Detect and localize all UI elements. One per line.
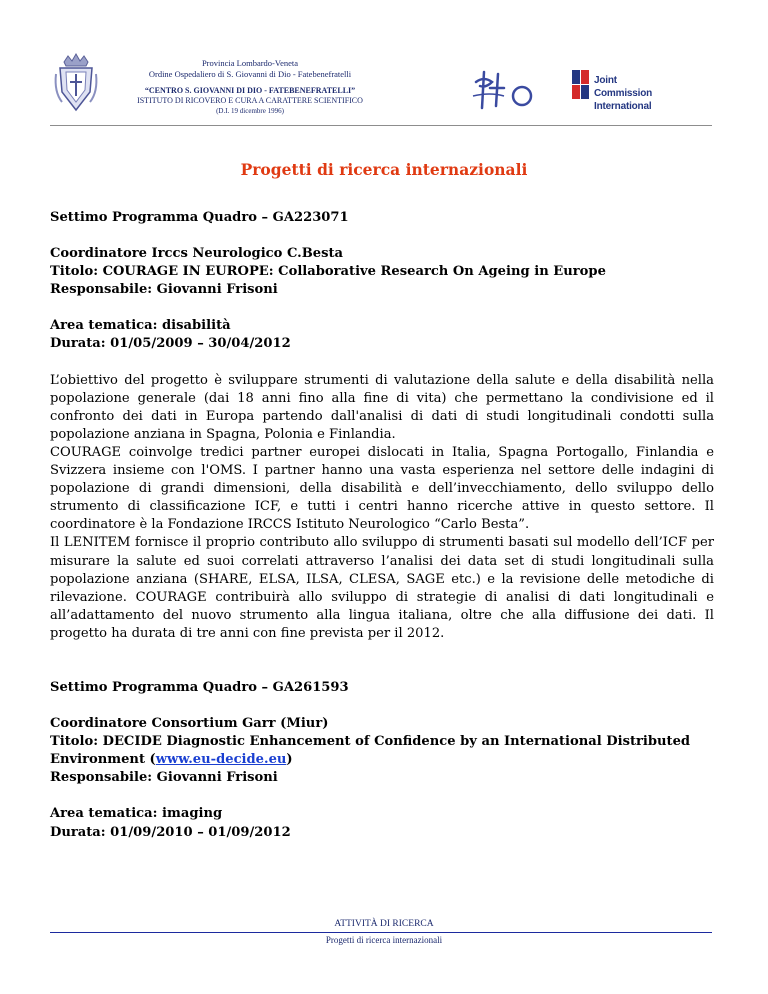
- header-line-centre: “CENTRO S. GIOVANNI DI DIO - FATEBENEFRATELLI”: [144, 86, 356, 95]
- project1-duration: Durata: 01/05/2009 – 30/04/2012: [50, 336, 291, 352]
- project1-paragraph-3: Il LENITEM fornisce il proprio contributo allo sviluppo di strumenti basati sul modello dell’ICF per misurare la salute ed suoi correlati attraverso l’analisi dei data set di studi longitudinali sulla popolazione anziana (SHARE, ELSA, ILSA, CLESA, SAGE etc.) e la revisione delle metodiche di rilevazione. COURAGE contribuirà allo sviluppo di strategie di analisi di dati longitudinali e all’adattamento del nuovo strumento alla lingua italiana, oltre che alla diffusione dei dati. Il progetto ha durata di tre anni con fine prevista per il 2012.: [50, 535, 714, 641]
- project1-paragraph-2: COURAGE coinvolge tredici partner europei dislocati in Italia, Spagna Portogallo, Finlandia e Svizzera insieme con l'OMS. I partner hanno una vasta esperienza nel settore delle indagini di popolazione di grandi dimensioni, della disabilità e dell’invecchiamento, dello sviluppo dello strumento di classificazione ICF, e tutti i centri hanno ricerche attive in questo settore. Il coordinatore è la Fondazione IRCCS Istituto Neurologico “Carlo Besta”.: [50, 444, 714, 533]
- project2-title-suffix: ): [286, 752, 293, 768]
- crest-logo-icon: [52, 52, 100, 116]
- header-divider: [50, 125, 712, 126]
- header-line-order: Ordine Ospedaliero di S. Giovanni di Dio - Fatebenefratelli: [148, 69, 352, 79]
- footer-subtitle: Progetti di ricerca internazionali: [325, 935, 443, 945]
- footer-section: ATTIVITÀ DI RICERCA: [334, 919, 434, 929]
- page-title: Progetti di ricerca internazionali: [240, 160, 528, 179]
- header-line-institute: ISTITUTO DI RICOVERO E CURA A CARATTERE SCIENTIFICO: [137, 96, 363, 105]
- project2-duration: Durata: 01/09/2010 – 01/09/2012: [50, 824, 291, 840]
- main-content: [50, 209, 714, 842]
- decide-website-link[interactable]: www.eu-decide.eu: [155, 752, 287, 768]
- jci-line-1: Joint Commission: [594, 75, 653, 99]
- project1-coordinator: Coordinatore Irccs Neurologico C.Besta: [50, 246, 343, 262]
- project1-program: Settimo Programma Quadro – GA223071: [50, 210, 349, 225]
- project1-responsible: Responsabile: Giovanni Frisoni: [50, 282, 278, 298]
- project1-title: Titolo: COURAGE IN EUROPE: Collaborative Research On Ageing in Europe: [50, 264, 606, 280]
- header-line-decree: (D.I. 19 dicembre 1996): [216, 107, 284, 115]
- jci-line-2: International: [594, 101, 652, 112]
- project2-coordinator: Coordinatore Consortium Garr (Miur): [50, 716, 329, 732]
- project2-program: Settimo Programma Quadro – GA261593: [50, 679, 349, 695]
- header-line-province: Provincia Lombardo-Veneta: [201, 58, 299, 68]
- project2-responsible: Responsabile: Giovanni Frisoni: [50, 770, 278, 786]
- institute-header-text: [130, 58, 370, 116]
- jci-mark-icon: [572, 70, 590, 100]
- project2-area: Area tematica: imaging: [50, 806, 223, 822]
- joint-commission-logo: [572, 70, 668, 112]
- page-header: [0, 0, 768, 130]
- jci-logo-text: [594, 74, 668, 113]
- project1-paragraph-1: L’obiettivo del progetto è sviluppare strumenti di valutazione della salute e della disabilità nella popolazione generale (dai 18 anni fino alla fine di vita) che permettano la condivisione ed il confronto dei dati in Europa partendo dall'analisi di dati di studi longitudinali condotti sulla popolazione anziana in Spagna, Polonia e Finlandia.: [50, 372, 714, 442]
- project2-title-text: Titolo: DECIDE Diagnostic Enhancement of Confidence by an International Distributed Environment (: [50, 734, 691, 768]
- project2-title: [50, 733, 714, 769]
- fbf-logo-icon: [470, 66, 542, 114]
- project1-area: Area tematica: disabilità: [50, 318, 231, 334]
- footer-divider: [50, 932, 712, 933]
